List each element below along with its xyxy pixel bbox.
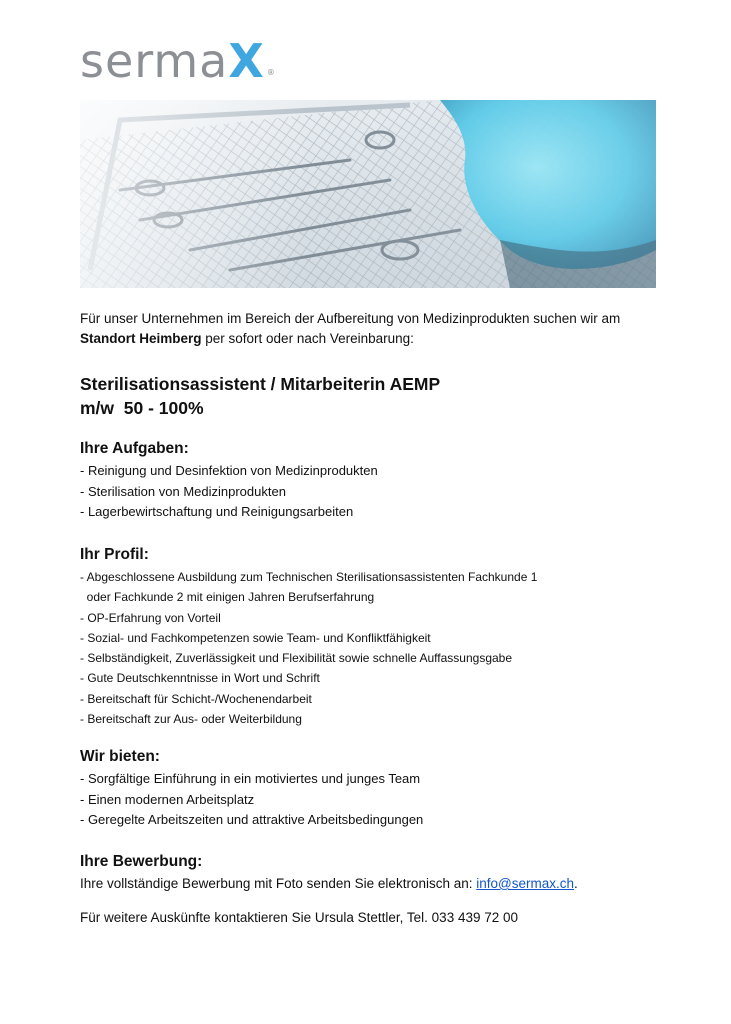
sermax-logo — [80, 34, 276, 88]
profile-section — [80, 545, 660, 729]
list-item: - Bereitschaft zur Aus- oder Weiterbildung — [80, 712, 302, 727]
list-item: - Gute Deutschkenntnisse in Wort und Schrift — [80, 671, 320, 686]
list-item: - Lagerbewirtschaftung und Reinigungsarbeiten — [80, 504, 354, 519]
list-item: oder Fachkunde 2 mit einigen Jahren Berufserfahrung — [80, 590, 375, 605]
application-section — [80, 852, 660, 894]
list-item: - Sorgfältige Einführung in ein motiviertes und junges Team — [80, 771, 421, 786]
list-item: - Sozial- und Fachkompetenzen sowie Team- und Konfliktfähigkeit — [80, 630, 431, 645]
job-title: Sterilisationsassistent / Mitarbeiterin AEMP — [80, 374, 441, 394]
email-link[interactable]: info@sermax.ch — [476, 876, 574, 891]
profile-list — [80, 567, 660, 729]
logo-accent-letter: X — [228, 34, 265, 88]
offer-heading: Wir bieten: — [80, 748, 160, 765]
list-item: - Sterilisation von Medizinprodukten — [80, 483, 286, 499]
job-subtitle: m/w 50 - 100% — [80, 398, 204, 418]
application-heading: Ihre Bewerbung: — [80, 853, 203, 870]
list-item: - Geregelte Arbeitszeiten und attraktive Arbeitsbedingungen — [80, 812, 424, 827]
list-item: - OP-Erfahrung von Vorteil — [80, 610, 221, 625]
tasks-heading: Ihre Aufgaben: — [80, 440, 189, 457]
hero-illustration — [80, 100, 656, 288]
intro-paragraph — [80, 309, 660, 349]
application-trailing: . — [573, 876, 578, 891]
list-item: - Abgeschlossene Ausbildung zum Technischen Sterilisationsassistenten Fachkunde 1 — [80, 570, 538, 584]
contact-text: Für weitere Auskünfte kontaktieren Sie Ursula Stettler, Tel. 033 439 72 00 — [80, 910, 519, 925]
tasks-section — [80, 439, 660, 523]
offer-list — [80, 769, 660, 831]
offer-section — [80, 747, 660, 831]
list-item: - Bereitschaft für Schicht-/Wochenendarbeit — [80, 691, 312, 706]
profile-heading: Ihr Profil: — [80, 546, 149, 563]
list-item: - Reinigung und Desinfektion von Medizinprodukten — [80, 463, 378, 478]
list-item: - Einen modernen Arbeitsplatz — [80, 791, 255, 807]
job-title-block — [80, 372, 660, 420]
tasks-list — [80, 461, 660, 523]
registered-mark: ® — [266, 68, 276, 77]
list-item: - Selbständigkeit, Zuverlässigkeit und Flexibilität sowie schnelle Auffassungsgabe — [80, 651, 513, 666]
application-instruction: Ihre vollständige Bewerbung mit Foto senden Sie elektronisch an: — [80, 876, 477, 891]
logo-text: serma — [80, 34, 229, 88]
intro-line-2 — [80, 329, 660, 349]
intro-line-1: Für unser Unternehmen im Bereich der Aufbereitung von Medizinprodukten suchen wir am — [80, 311, 621, 326]
location-highlight: Standort Heimberg — [80, 331, 202, 346]
hero-image — [80, 100, 656, 288]
intro-line-2-rest: per sofort oder nach Vereinbarung: — [201, 331, 414, 346]
contact-line — [80, 908, 660, 928]
application-text — [80, 874, 660, 894]
